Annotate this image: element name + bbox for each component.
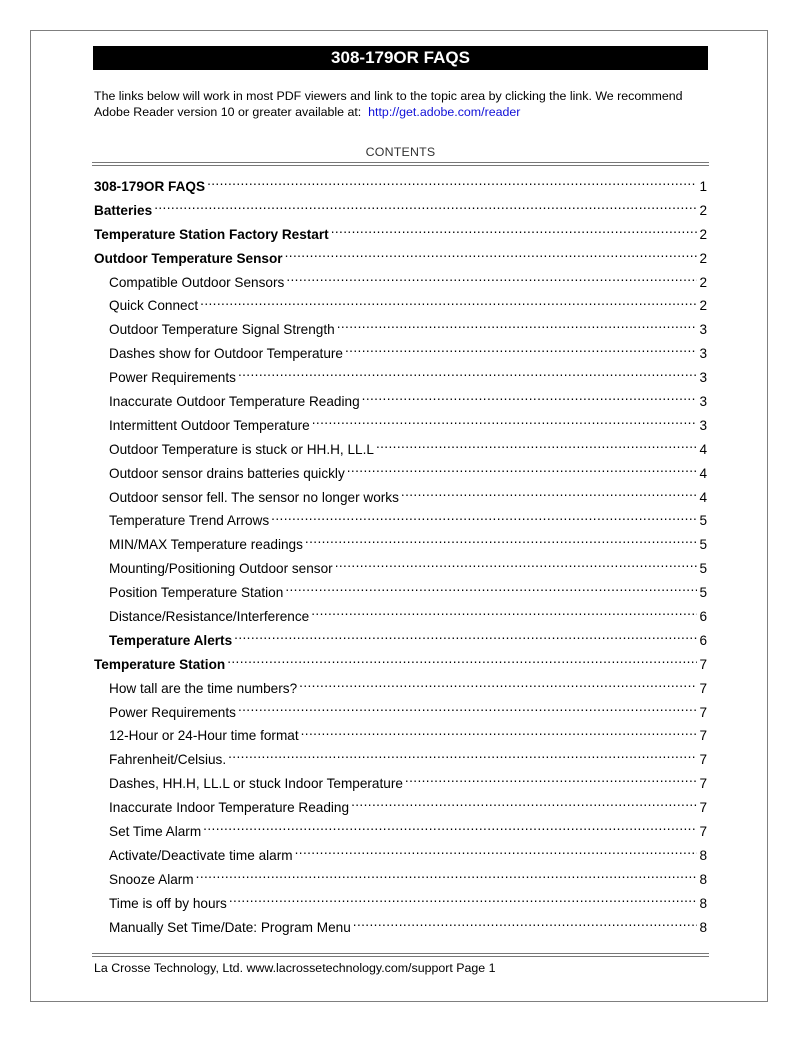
- toc-entry-page-number: 7: [699, 704, 707, 720]
- toc-entry-title[interactable]: Distance/Resistance/Interference: [109, 609, 310, 625]
- toc-dot-leader: [154, 201, 697, 215]
- toc-entry-page-number: 8: [699, 895, 707, 911]
- toc-entry-page-number: 4: [699, 441, 707, 457]
- toc-entry[interactable]: [94, 557, 707, 581]
- toc-entry-page-number: 7: [699, 824, 707, 840]
- toc-entry[interactable]: [94, 605, 707, 629]
- toc-entry-page-number: 5: [699, 561, 707, 577]
- toc-entry-page-number: 6: [699, 632, 707, 648]
- toc-dot-leader: [271, 511, 697, 525]
- toc-entry[interactable]: [94, 438, 707, 462]
- toc-dot-leader: [331, 225, 697, 239]
- toc-entry-page-number: 3: [699, 322, 707, 338]
- toc-entry-title[interactable]: Outdoor Temperature Signal Strength: [109, 322, 335, 338]
- toc-entry-title[interactable]: Position Temperature Station: [109, 585, 284, 601]
- toc-entry-page-number: 6: [699, 609, 707, 625]
- toc-entry-title[interactable]: Snooze Alarm: [109, 871, 194, 887]
- toc-entry-page-number: 2: [699, 274, 707, 290]
- toc-dot-leader: [299, 679, 697, 693]
- toc-entry[interactable]: [94, 868, 707, 892]
- toc-entry-title[interactable]: Batteries: [94, 202, 153, 218]
- toc-entry[interactable]: [94, 581, 707, 605]
- toc-entry-title[interactable]: Mounting/Positioning Outdoor sensor: [109, 561, 333, 577]
- toc-dot-leader: [353, 918, 697, 932]
- toc-entry-title[interactable]: 308-179OR FAQS: [94, 179, 206, 194]
- toc-entry-title[interactable]: Inaccurate Outdoor Temperature Reading: [109, 394, 360, 410]
- toc-entry[interactable]: [94, 247, 707, 271]
- toc-entry-page-number: 2: [699, 250, 707, 266]
- toc-entry-title[interactable]: Outdoor Temperature Sensor: [94, 250, 283, 266]
- toc-dot-leader: [285, 583, 697, 597]
- toc-entry[interactable]: [94, 390, 707, 414]
- toc-entry[interactable]: [94, 677, 707, 701]
- toc-entry-page-number: 8: [699, 871, 707, 887]
- toc-entry[interactable]: [94, 724, 707, 748]
- toc-dot-leader: [347, 464, 697, 478]
- toc-entry-page-number: 2: [699, 298, 707, 314]
- toc-entry[interactable]: [94, 342, 707, 366]
- toc-dot-leader: [305, 535, 697, 549]
- toc-entry-title[interactable]: Intermittent Outdoor Temperature: [109, 417, 310, 433]
- toc-dot-leader: [229, 894, 697, 908]
- toc-entry-title[interactable]: Dashes, HH.H, LL.L or stuck Indoor Temperature: [109, 776, 403, 792]
- toc-entry-page-number: 7: [699, 800, 707, 816]
- toc-entry[interactable]: [94, 748, 707, 772]
- toc-entry-title[interactable]: 12-Hour or 24-Hour time format: [109, 728, 299, 744]
- toc-entry-page-number: 3: [699, 346, 707, 362]
- toc-entry-page-number: 4: [699, 465, 707, 481]
- toc-entry[interactable]: [94, 318, 707, 342]
- toc-dot-leader: [228, 750, 697, 764]
- intro-paragraph: [94, 88, 714, 120]
- toc-entry-title[interactable]: MIN/MAX Temperature readings: [109, 537, 303, 553]
- contents-heading: CONTENTS: [365, 145, 436, 159]
- toc-dot-leader: [227, 655, 697, 669]
- toc-dot-leader: [200, 296, 697, 310]
- toc-entry[interactable]: [94, 486, 707, 510]
- toc-dot-leader: [203, 822, 697, 836]
- toc-entry-page-number: 7: [699, 680, 707, 696]
- toc-entry-title[interactable]: Temperature Alerts: [109, 632, 233, 648]
- toc-dot-leader: [351, 798, 697, 812]
- toc-entry[interactable]: [94, 294, 707, 318]
- toc-dot-leader: [335, 559, 697, 573]
- toc-entry-title[interactable]: Quick Connect: [109, 298, 199, 314]
- toc-entry[interactable]: [94, 509, 707, 533]
- toc-entry[interactable]: [94, 701, 707, 725]
- table-of-contents: [94, 175, 707, 940]
- toc-entry-page-number: 3: [699, 370, 707, 386]
- toc-entry-page-number: 3: [699, 394, 707, 410]
- toc-entry[interactable]: [94, 223, 707, 247]
- toc-entry-title[interactable]: Set Time Alarm: [109, 824, 202, 840]
- toc-dot-leader: [238, 368, 697, 382]
- toc-entry-page-number: 5: [699, 537, 707, 553]
- toc-entry[interactable]: [94, 796, 707, 820]
- toc-entry-page-number: 7: [699, 656, 707, 672]
- toc-entry[interactable]: [94, 366, 707, 390]
- toc-entry-title[interactable]: How tall are the time numbers?: [109, 680, 298, 696]
- toc-entry-title[interactable]: Inaccurate Indoor Temperature Reading: [109, 800, 350, 816]
- toc-entry-title[interactable]: Activate/Deactivate time alarm: [109, 847, 293, 863]
- toc-entry[interactable]: [94, 772, 707, 796]
- toc-entry-title[interactable]: Compatible Outdoor Sensors: [109, 274, 285, 290]
- toc-dot-leader: [405, 774, 697, 788]
- toc-dot-leader: [196, 870, 697, 884]
- toc-entry-title[interactable]: Manually Set Time/Date: Program Menu: [109, 919, 351, 935]
- toc-entry[interactable]: [94, 533, 707, 557]
- toc-entry-title[interactable]: Power Requirements: [109, 704, 236, 720]
- toc-entry[interactable]: [94, 892, 707, 916]
- toc-entry-page-number: 7: [699, 776, 707, 792]
- page-footer: La Crosse Technology, Ltd. www.lacrossetechnology.com/support Page 1: [94, 961, 496, 975]
- toc-dot-leader: [345, 344, 697, 358]
- toc-entry-page-number: 1: [699, 179, 707, 194]
- toc-entry[interactable]: [94, 844, 707, 868]
- toc-entry-page-number: 5: [699, 585, 707, 601]
- toc-entry-page-number: 2: [699, 226, 707, 242]
- toc-entry-title[interactable]: Temperature Station Factory Restart: [94, 226, 329, 242]
- document-title: 308-179OR FAQS: [93, 46, 708, 70]
- toc-entry[interactable]: [94, 629, 707, 653]
- toc-dot-leader: [286, 273, 697, 287]
- toc-dot-leader: [337, 320, 697, 334]
- toc-entry[interactable]: [94, 199, 707, 223]
- toc-entry-title[interactable]: Outdoor sensor drains batteries quickly: [109, 465, 345, 481]
- toc-entry-title[interactable]: Power Requirements: [109, 370, 236, 386]
- toc-dot-leader: [207, 177, 697, 191]
- toc-entry-page-number: 4: [699, 489, 707, 505]
- toc-entry-title[interactable]: Outdoor Temperature is stuck or HH.H, LL.L: [109, 441, 374, 457]
- adobe-reader-link[interactable]: http://get.adobe.com/reader: [368, 105, 521, 119]
- toc-entry-title[interactable]: Dashes show for Outdoor Temperature: [109, 346, 343, 362]
- toc-dot-leader: [376, 440, 697, 454]
- toc-dot-leader: [238, 703, 697, 717]
- toc-dot-leader: [295, 846, 697, 860]
- toc-entry[interactable]: [94, 820, 707, 844]
- divider-top: [92, 162, 709, 166]
- toc-entry[interactable]: [94, 414, 707, 438]
- toc-entry-page-number: 8: [699, 847, 707, 863]
- toc-entry[interactable]: [94, 271, 707, 295]
- toc-entry[interactable]: [94, 175, 707, 199]
- toc-dot-leader: [312, 416, 697, 430]
- toc-entry-page-number: 3: [699, 417, 707, 433]
- toc-entry[interactable]: [94, 916, 707, 940]
- toc-entry[interactable]: [94, 653, 707, 677]
- toc-dot-leader: [285, 249, 697, 263]
- toc-dot-leader: [311, 607, 697, 621]
- toc-entry-page-number: 7: [699, 752, 707, 768]
- toc-entry-title[interactable]: Time is off by hours: [109, 895, 227, 911]
- toc-entry-title[interactable]: Fahrenheit/Celsius.: [109, 752, 227, 768]
- toc-entry-title[interactable]: Temperature Trend Arrows: [109, 513, 270, 529]
- toc-entry-page-number: 8: [699, 919, 707, 935]
- toc-dot-leader: [301, 726, 697, 740]
- toc-entry-title[interactable]: Outdoor sensor fell. The sensor no longer works: [109, 489, 399, 505]
- toc-dot-leader: [401, 488, 697, 502]
- toc-dot-leader: [362, 392, 697, 406]
- intro-text: The links below will work in most PDF viewers and link to the topic area by clicking the link. We recommend Adobe Reader version 10 or greater available at:: [94, 89, 683, 119]
- toc-entry-page-number: 7: [699, 728, 707, 744]
- toc-dot-leader: [234, 631, 697, 645]
- toc-entry-page-number: 2: [699, 202, 707, 218]
- toc-entry[interactable]: [94, 462, 707, 486]
- toc-entry-title[interactable]: Temperature Station: [94, 656, 226, 672]
- toc-entry-page-number: 5: [699, 513, 707, 529]
- divider-bottom: [92, 953, 709, 957]
